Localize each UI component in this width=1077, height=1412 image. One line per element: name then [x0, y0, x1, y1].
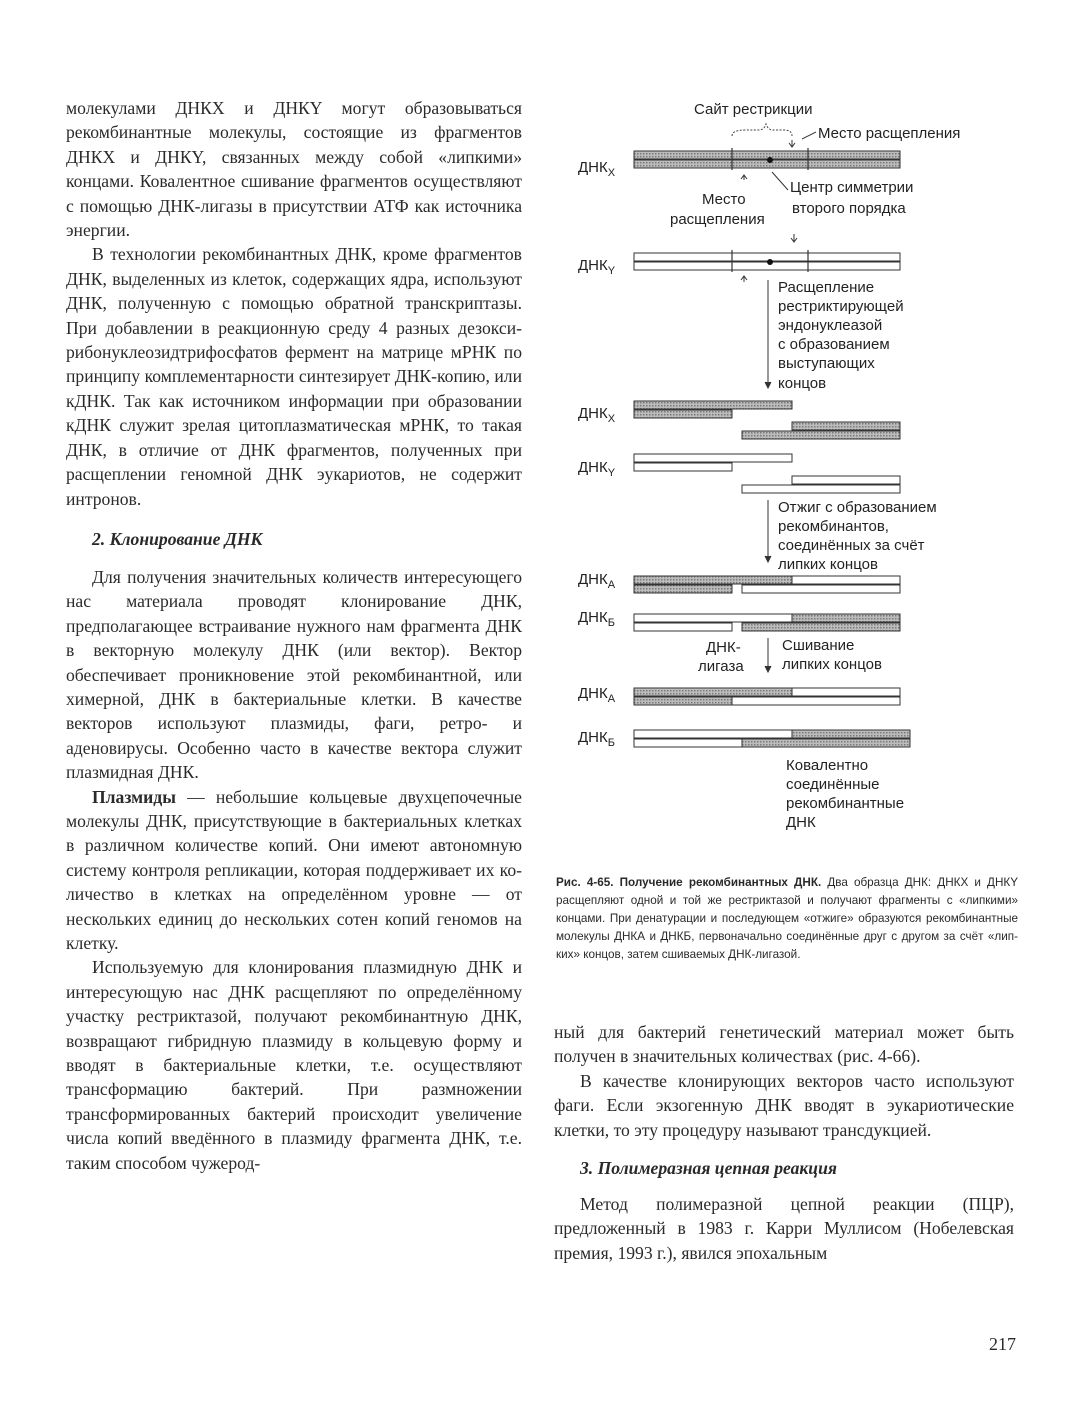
- dna-a-ligated: [634, 688, 900, 705]
- heading-pcr: 3. Полимеразная цепная реакция: [580, 1158, 837, 1179]
- dna-b-annealed: [634, 614, 900, 631]
- term-plasmids: Плазмиды: [92, 786, 176, 807]
- step2-line1: Отжиг с образованием: [778, 499, 937, 516]
- figure-caption: [556, 874, 1018, 964]
- result-line4: ДНК: [786, 814, 816, 831]
- label-dna-y-2: $ДНК_Y$: [578, 459, 616, 479]
- dna-b-ligated: [634, 730, 910, 747]
- dna-y-fragments: [634, 454, 900, 493]
- heading-dna-cloning: 2. Клонирование ДНК: [92, 528, 263, 549]
- label-dna-a-2: $ДНК_А$: [578, 685, 616, 705]
- step1-line2: рестриктирующей: [778, 298, 904, 315]
- dna-a-annealed: [634, 576, 900, 593]
- recombinant-dna-figure: [556, 96, 1026, 836]
- label-dna-b-2: $ДНК_Б$: [578, 729, 615, 749]
- label-dna-y-1: $ДНК_Y$: [578, 257, 616, 277]
- cut-place-label-1: Место: [702, 191, 746, 208]
- plasmids-definition: — небольшие кольцевые двухцепочечные молекулы ДНК, присутствующие в бактериальных клетках в различном количестве копий. Они имеют автономную систему контроля репликации, которая поддерживает их количество в клетках на определённом уровне — от нескольких единиц до нескольких сотен копий геномов на клетку.: [66, 786, 522, 953]
- paragraph-ligation: молекулами ДНКX и ДНКY могут образовываться рекомбинантные молекулы, состоящие из фрагментов ДНКX и ДНКY, связанных между собой «липкими» концами. Ковалентное сшивание фрагментов осуществляют с помощью ДНК-лигазы в присутствии АТФ как источника энергии.: [66, 98, 522, 241]
- center-symmetry-label: Центр симметрии: [790, 179, 914, 196]
- result-line3: рекомбинантные: [786, 795, 905, 812]
- paragraph-plasmids: [66, 785, 522, 956]
- step1-line5: выступающих: [778, 355, 875, 372]
- result-line2: соединённые: [786, 776, 880, 793]
- paragraph-phages: В качестве клонирующих векторов часто используют фаги. Если экзогенную ДНК вводят в эукариотические клетки, то эту процедуру называют трансдукцией.: [554, 1070, 1014, 1140]
- restriction-site-label: Сайт рестрикции: [694, 101, 813, 118]
- step1-line6: концов: [778, 375, 827, 392]
- caption-text: Два образца ДНК: ДНКX и ДНКY расщепляют одной и той же рестриктазой и получают фрагменты с «липкими» концами. При денатурации и последующем «отжиге» образуются рекомбинантные молекулы ДНКА и ДНКБ, первоначально соединённые друг с другом за счёт «липких» концов, затем сшиваемых ДНК-лигазой.: [556, 876, 1019, 961]
- label-dna-b-1: $ДНК_Б$: [578, 609, 615, 629]
- dna-x-fragments: [634, 401, 900, 439]
- site-brace: [732, 124, 792, 136]
- step1-line3: эндонуклеазой: [778, 317, 883, 334]
- cut-site-pointer: [802, 132, 816, 139]
- cut-site-label: Место расщепления: [818, 125, 961, 142]
- cut-place-label-2: расщепления: [670, 211, 765, 228]
- step2-line2: рекомбинантов,: [778, 518, 889, 535]
- dna-y-duplex: [634, 250, 900, 272]
- page-number: 217: [989, 1334, 1016, 1354]
- label-dna-x-2: $ДНК_X$: [578, 405, 616, 425]
- ligase-line1: ДНК-: [706, 639, 741, 656]
- caption-title: Рис. 4-65. Получение рекомбинантных ДНК.: [556, 876, 822, 889]
- step1-line4: с образованием: [778, 336, 890, 353]
- ligase-line2: лигаза: [698, 658, 744, 675]
- second-order-label: второго порядка: [792, 200, 906, 217]
- step2-line4: липких концов: [778, 556, 878, 573]
- label-dna-x-1: $ДНК_X$: [578, 159, 616, 179]
- result-line1: Ковалентно: [786, 757, 869, 774]
- step2-line3: соединённых за счёт: [778, 537, 925, 554]
- label-dna-a-1: $ДНК_А$: [578, 571, 616, 591]
- paragraph-cloning: Для получения значительных количеств интересующего нас материала проводят клонирование ДНК, предполагающее встраивание нужного нам фрагмента ДНК в векторную молекулу ДНК (или вектор). Вектор обеспечивает проникновение этой рекомбинантной, или химерной, ДНК в бактериальные клетки. В качестве векторов используют плазмиды, фаги, ретро- и аденовирусы. Особенно часто в качестве вектора служит плазмидная ДНК.: [66, 566, 522, 783]
- paragraph-cdna: В технологии рекомбинантных ДНК, кроме фрагментов ДНК, выделенных из клеток, содержащих ядра, используют ДНК, полученную с помощью обратной транскриптазы. При добавлении в реакционную среду 4 разных дезоксирибонуклеозидтрифосфатов фермент на матрице мРНК по принципу комплементарности синтезирует ДНК-копию, или кДНК. Так как источником информации при образовании кДНК служит зрелая цитоплазматическая мРНК, то такая ДНК, в отличие от ДНК фрагментов, полученных при расщеплении геномной ДНК эукариотов, не содержит интронов.: [66, 244, 522, 509]
- step3-line1: Сшивание: [782, 637, 855, 654]
- paragraph-pcr: Метод полимеразной цепной реакции (ПЦР), предложенный в 1983 г. Карри Муллисом (Нобелевская премия, 1993 г.), явился эпохальным: [554, 1194, 1014, 1263]
- step1-line1: Расщепление: [778, 279, 875, 296]
- step3-line2: липких концов: [782, 656, 882, 673]
- dna-x-duplex: [634, 148, 900, 170]
- paragraph-genetic-material: ный для бактерий генетический материал может быть получен в значительных количествах (рис. 4-66).: [554, 1022, 1014, 1067]
- paragraph-transformation: Используемую для клонирования плазмидную ДНК и интересующую нас ДНК расщепляют по определённому участку рестриктазой, получают рекомбинантную ДНК, возвращают гибридную плазмиду в кольцевую форму и вводят в бактериальные клетки, т.е. осуществляют трансформацию бактерий. При размножении трансформированных бактерий происходит увеличение числа копий введённого в плазмиду фрагмента ДНК, т.е. таким способом чужерод-: [66, 957, 522, 1173]
- left-text-column: [66, 96, 522, 1175]
- right-text-column: [554, 1020, 1014, 1265]
